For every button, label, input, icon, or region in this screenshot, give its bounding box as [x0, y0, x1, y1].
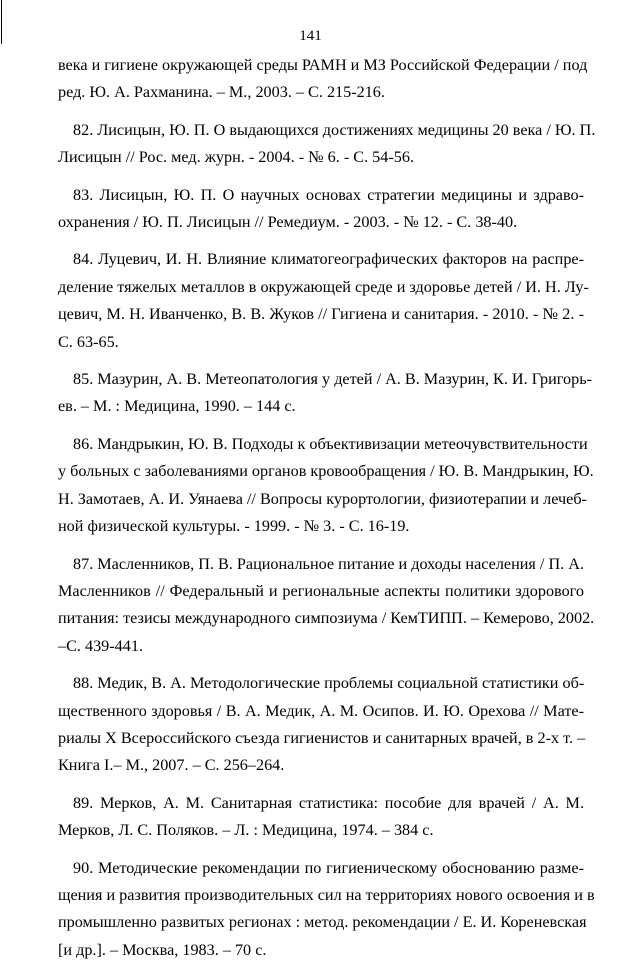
reference-entry-87	[58, 551, 595, 661]
entry-line: риалы X Всероссийского съезда гигиенистов и санитарных врачей, в 2-х т. –	[58, 728, 586, 747]
entry-line: охранения / Ю. П. Лисицын // Ремедиум. - 2003. - № 12. - С. 38-40.	[58, 213, 518, 232]
entry-line: у больных с заболеваниями органов кровообращения / Ю. В. Мандрыкин, Ю.	[58, 462, 594, 481]
entry-line: [и др.]. – Москва, 1983. – 70 с.	[58, 940, 267, 959]
entry-line: Мерков, Л. С. Поляков. – Л. : Медицина, 1974. – 384 с.	[58, 821, 434, 840]
entry-line: Н. Замотаев, А. И. Уянаева // Вопросы курортологии, физиотерапии и лечеб-	[58, 489, 587, 508]
entry-line: –С. 439-441.	[58, 636, 143, 655]
reference-entry-86	[58, 431, 594, 541]
entry-line: деление тяжелых металлов в окружающей среде и здоровье детей / И. Н. Лу-	[58, 277, 589, 296]
entry-line: ев. – М. : Медицина, 1990. – 144 с.	[58, 397, 296, 416]
entry-line: ной физической культуры. - 1999. - № 3. - С. 16-19.	[58, 517, 410, 536]
page-number: 141	[299, 28, 322, 44]
entry-line: Лисицын // Рос. мед. журн. - 2004. - № 6. - С. 54-56.	[58, 148, 414, 167]
reference-entry-82	[58, 117, 596, 172]
entry-line: 90. Методические рекомендации по гигиеническому обоснованию разме-	[73, 858, 584, 877]
entry-line: века и гигиене окружающей среды РАМН и МЗ Российской Федерации / под	[58, 56, 588, 74]
reference-entry-84	[58, 246, 589, 356]
entry-line: цевич, М. Н. Иванченко, В. В. Жуков // Гигиена и санитария. - 2010. - № 2. -	[58, 305, 584, 324]
entry-line: щественного здоровья / В. А. Медик, А. М. Осипов. И. Ю. Орехова // Мате-	[58, 701, 584, 720]
reference-entry-continuation	[58, 52, 588, 107]
entry-line: С. 63-65.	[58, 332, 119, 351]
entry-line: 88. Медик, В. А. Методологические проблемы социальной статистики об-	[73, 674, 585, 693]
entry-line: 87. Масленников, П. В. Рациональное питание и доходы населения / П. А.	[73, 554, 584, 573]
entry-line: промышленно развитых регионах : метод. рекомендации / Е. И. Кореневская	[58, 913, 587, 932]
reference-entry-90	[58, 855, 595, 965]
reference-list	[58, 52, 596, 974]
entry-line: Книга I.– М., 2007. – С. 256–264.	[58, 756, 285, 775]
reference-entry-88	[58, 670, 584, 780]
entry-line: 84. Луцевич, И. Н. Влияние климатогеографических факторов на распре-	[73, 250, 584, 269]
entry-line: ред. Ю. А. Рахманина. – М., 2003. – С. 215-216.	[58, 83, 385, 102]
entry-line: 83. Лисицын, Ю. П. О научных основах стратегии медицины и здраво-	[73, 185, 584, 204]
reference-entry-89	[58, 790, 584, 845]
entry-line: 85. Мазурин, А. В. Метеопатология у детей / А. В. Мазурин, К. И. Григорь-	[73, 370, 593, 389]
entry-line: Масленников // Федеральный и региональные аспекты политики здорового	[58, 581, 584, 600]
entry-line: 86. Мандрыкин, Ю. В. Подходы к объективизации метеочувствительности	[73, 434, 588, 453]
reference-entry-85	[58, 366, 593, 421]
entry-line: 82. Лисицын, Ю. П. О выдающихся достижениях медицины 20 века / Ю. П.	[73, 120, 596, 139]
entry-line: 89. Мерков, А. М. Санитарная статистика: пособие для врачей / А. М.	[73, 793, 584, 812]
entry-line: щения и развития производительных сил на территориях нового освоения и в	[58, 885, 595, 904]
reference-entry-83	[58, 182, 584, 237]
entry-line: питания: тезисы международного симпозиума / КемТИПП. – Кемерово, 2002.	[58, 609, 595, 628]
